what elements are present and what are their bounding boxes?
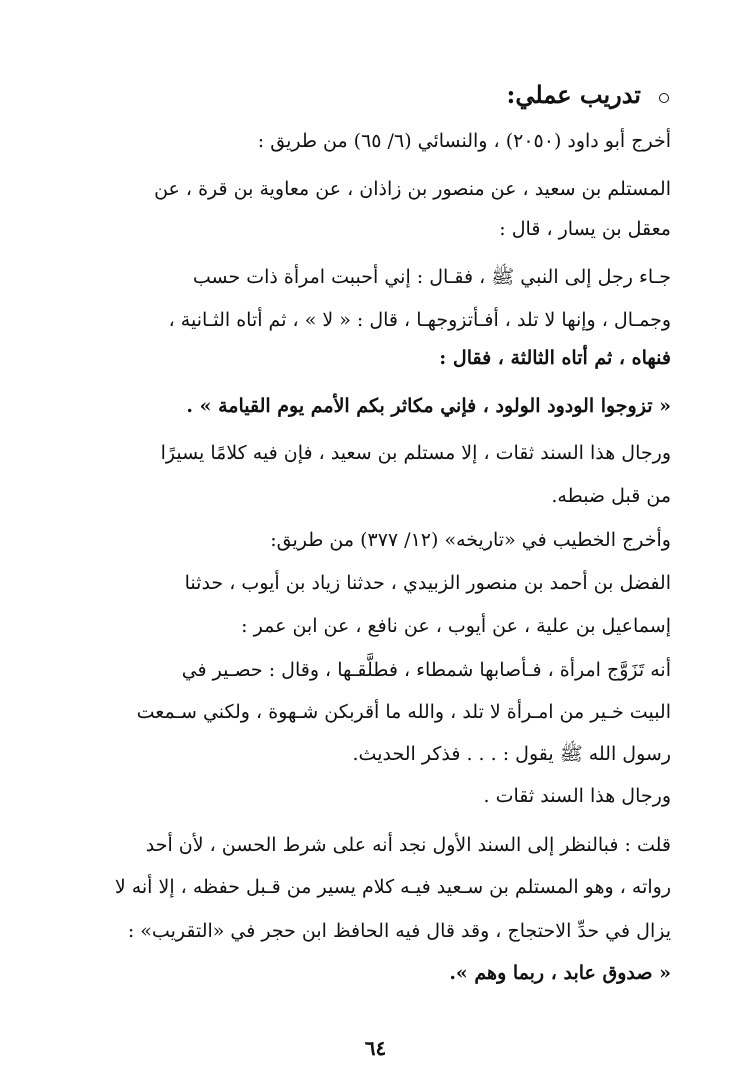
text-line: أخرج أبو داود (٢٠٥٠) ، والنسائي (٦/ ٦٥) من طريق : (257, 130, 671, 152)
text-line: يزال في حدِّ الاحتجاج ، وقد قال فيه الحافظ ابن حجر في «التقريب» : (127, 920, 671, 942)
text-line: البيت خـير من امـرأة لا تلد ، والله ما أقربكن شـهوة ، ولكني سـمعت (136, 701, 671, 723)
text-line: وجمـال ، وإنها لا تلد ، أفـأتزوجهـا ، قال : « لا » ، ثم أتاه الثـانية ، (168, 309, 671, 331)
text-line: قلت : فبالنظر إلى السند الأول نجد أنه على شرط الحسن ، لأن أحد (145, 834, 671, 856)
text-line: من قبل ضبطه. (551, 485, 671, 507)
text-line: الفضل بن أحمد بن منصور الزبيدي ، حدثنا زياد بن أيوب ، حدثنا (184, 572, 671, 594)
text-line: رسول الله ﷺ يقول : . . . فذكر الحديث. (352, 743, 671, 765)
text-line: جـاء رجل إلى النبي ﷺ ، فقـال : إني أحببت امرأة ذات حسب (192, 266, 671, 288)
hadith-quote: « تزوجوا الودود الولود ، فإني مكاثر بكم الأمم يوم القيامة » . (186, 395, 671, 417)
ibn-hajar-quote: « صدوق عابد ، ربما وهم ». (449, 962, 671, 984)
text-line: أنه تَزَوَّج امرأة ، فـأصابها شمطاء ، فطلَّقـها ، وقال : حصـير في (181, 659, 671, 681)
text-line: المستلم بن سعيد ، عن منصور بن زاذان ، عن معاوية بن قرة ، عن (154, 178, 671, 200)
text-line: رواته ، وهو المستلم بن سـعيد فيـه كلام يسير من قـبل حفظه ، إلا أنه لا (114, 876, 671, 898)
text-line: ورجال هذا السند ثقات . (483, 785, 671, 807)
section-heading: تدريب عملي: (506, 80, 641, 109)
heading-bullet-icon (659, 93, 669, 103)
text-line: فنهاه ، ثم أتاه الثالثة ، فقال : (439, 347, 671, 369)
text-line: وأخرج الخطيب في «تاريخه» (١٢/ ٣٧٧) من طريق: (270, 529, 671, 551)
text-line: إسماعيل بن علية ، عن أيوب ، عن نافع ، عن ابن عمر : (241, 615, 671, 637)
page-number: ٦٤ (364, 1036, 387, 1060)
text-line: معقل بن يسار ، قال : (499, 218, 671, 240)
text-line: ورجال هذا السند ثقات ، إلا مستلم بن سعيد ، فإن فيه كلامًا يسيرًا (160, 442, 671, 464)
